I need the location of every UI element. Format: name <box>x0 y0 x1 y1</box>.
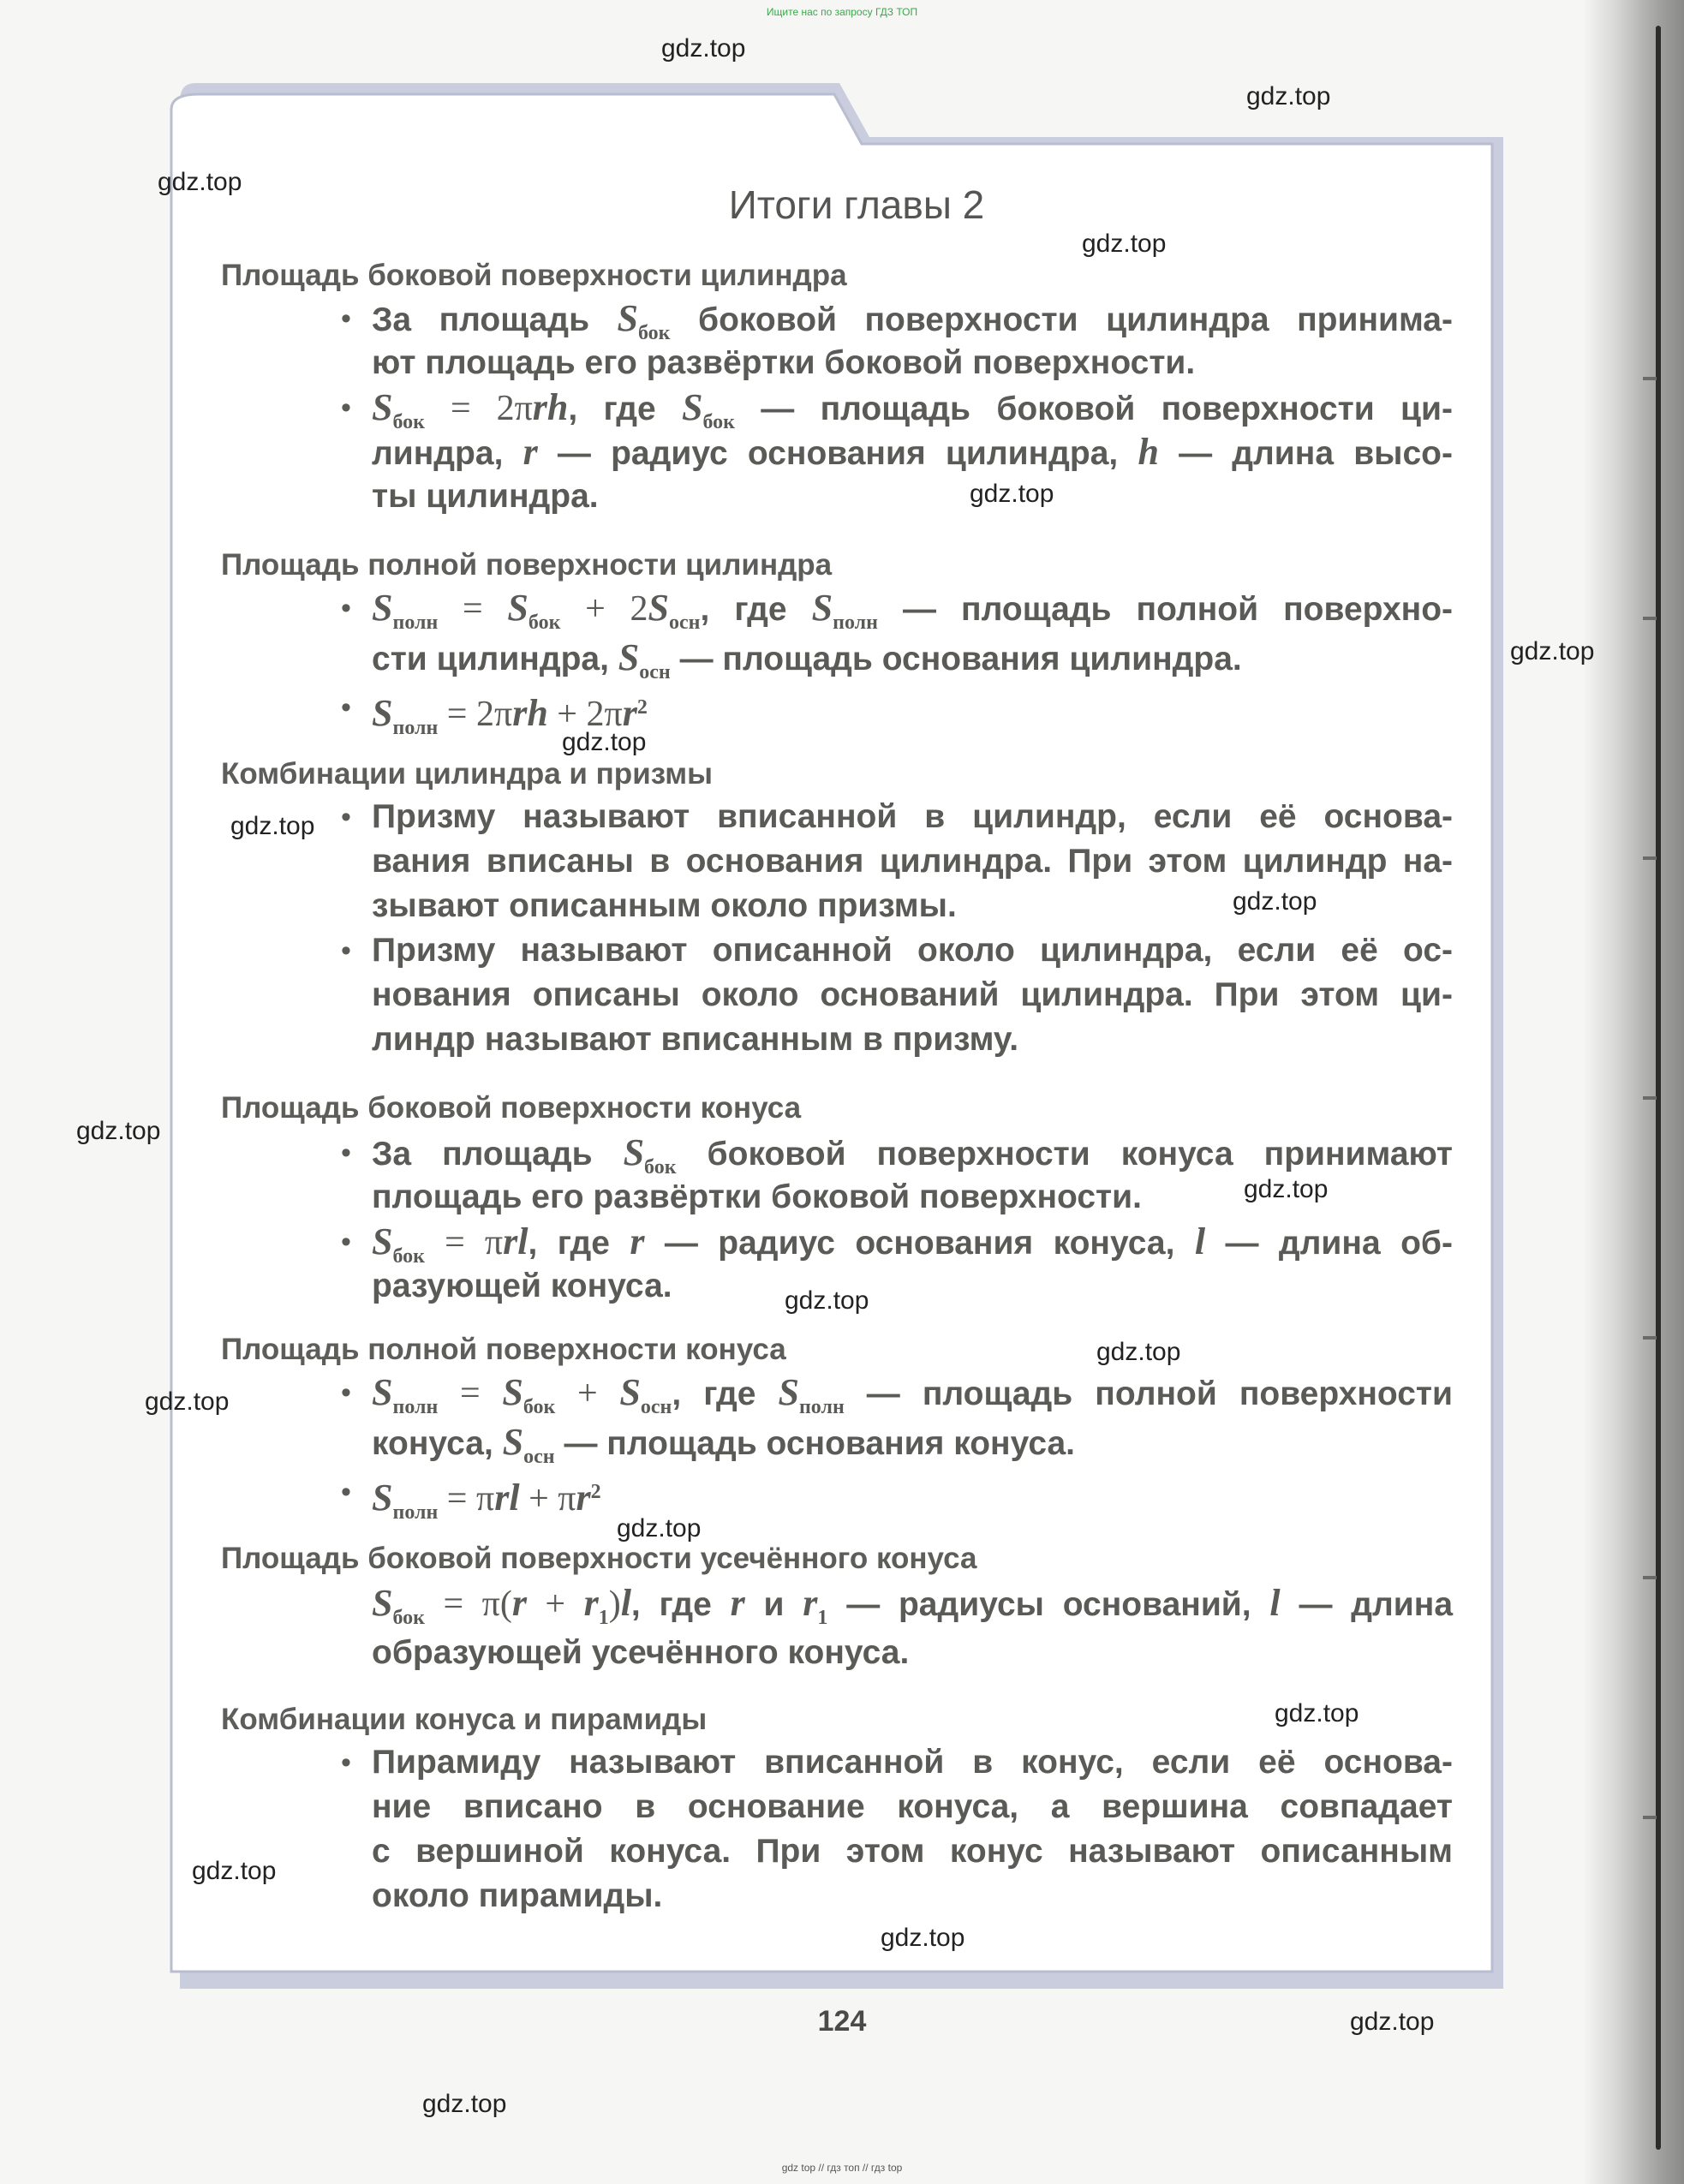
watermark: gdz.top <box>970 480 1054 508</box>
watermark: gdz.top <box>1096 1338 1181 1366</box>
text-line: ют площадь его развёртки боковой поверхности. <box>372 344 1196 381</box>
formula-line: $S_{полн} = S_{бок} + 2S_{осн}$, где $S_{полн}$ — площадь полной поверхно- <box>372 587 1454 634</box>
bullet-icon: • <box>341 691 351 724</box>
text-line: образующей усечённого конуса. <box>372 1634 910 1671</box>
watermark: gdz.top <box>661 34 746 63</box>
text-line: За площадь $S_{бок}$ боковой поверхности цилиндра принима- <box>372 297 1453 344</box>
section-heading: Площадь боковой поверхности конуса <box>221 1091 802 1125</box>
section-heading: Площадь полной поверхности цилиндра <box>221 548 833 582</box>
text-line: около пирамиды. <box>372 1877 663 1914</box>
header-note: Ищите нас по запросу ГДЗ ТОП <box>766 6 918 18</box>
section-heading: Комбинации конуса и пирамиды <box>221 1703 708 1736</box>
watermark: gdz.top <box>1510 637 1595 665</box>
formula-line: $S_{полн} = \pi rl + \pi r^2$ <box>372 1477 601 1524</box>
formula-line: $S_{полн} = 2\pi rh + 2\pi r^2$ <box>372 692 648 739</box>
bullet-icon: • <box>341 391 351 424</box>
text-line: нования описаны около оснований цилиндра. При этом ци- <box>372 976 1453 1013</box>
bullet-icon: • <box>341 592 351 624</box>
text-line: конуса, $S_{осн}$ — площадь основания конуса. <box>372 1421 1076 1468</box>
watermark: gdz.top <box>230 812 315 840</box>
footer-note: gdz top // гдз топ // гдз top <box>781 2162 903 2174</box>
watermark: gdz.top <box>145 1387 230 1416</box>
page-number: 124 <box>817 2005 867 2038</box>
bullet-icon: • <box>341 302 351 335</box>
section-heading: Комбинации цилиндра и призмы <box>221 757 714 791</box>
formula-line: $S_{бок} = \pi(r + r_1)l$, где r и $r_1$ — радиусы оснований, l — длина <box>372 1582 1454 1629</box>
formula-line: $S_{полн} = S_{бок} + S_{осн}$, где $S_{полн}$ — площадь полной поверхности <box>372 1371 1454 1418</box>
watermark: gdz.top <box>422 2090 507 2118</box>
text-line: линдра, r — радиус основания цилиндра, h — длина высо- <box>372 431 1453 473</box>
bullet-icon: • <box>341 1476 351 1508</box>
text-line: сти цилиндра, $S_{осн}$ — площадь основания цилиндра. <box>372 636 1242 683</box>
watermark: gdz.top <box>1246 82 1331 110</box>
watermark: gdz.top <box>562 728 647 756</box>
text-line: зывают описанным около призмы. <box>372 887 957 924</box>
section-heading: Площадь боковой поверхности цилиндра <box>221 259 847 292</box>
watermark: gdz.top <box>785 1286 869 1315</box>
bullet-icon: • <box>341 934 351 967</box>
text-line: разующей конуса. <box>372 1268 672 1304</box>
watermark: gdz.top <box>1244 1175 1329 1203</box>
watermark: gdz.top <box>76 1117 161 1145</box>
text-line: Призму называют описанной около цилиндра, если её ос- <box>372 932 1453 969</box>
text-line: Призму называют вписанной в цилиндр, если её основа- <box>372 798 1453 835</box>
watermark: gdz.top <box>1275 1699 1359 1728</box>
watermark: gdz.top <box>617 1514 702 1543</box>
bullet-icon: • <box>341 1226 351 1258</box>
watermark: gdz.top <box>1082 230 1167 258</box>
watermark: gdz.top <box>1350 2008 1435 2036</box>
bullet-icon: • <box>341 1376 351 1409</box>
watermark: gdz.top <box>881 1924 965 1952</box>
text-line: с вершиной конуса. При этом конус называют описанным <box>372 1833 1453 1870</box>
text-line: ты цилиндра. <box>372 478 599 515</box>
text-line: площадь его развёртки боковой поверхности. <box>372 1179 1142 1215</box>
bullet-icon: • <box>341 1137 351 1169</box>
section-heading: Площадь полной поверхности конуса <box>221 1333 786 1366</box>
bullet-icon: • <box>341 1746 351 1779</box>
bullet-icon: • <box>341 801 351 833</box>
chapter-title: Итоги главы 2 <box>728 182 985 227</box>
formula-line: $S_{бок} = 2\pi rh$, где $S_{бок}$ — площадь боковой поверхности ци- <box>372 386 1453 433</box>
text-line: За площадь $S_{бок}$ боковой поверхности конуса принимают <box>372 1131 1453 1179</box>
watermark: gdz.top <box>192 1857 277 1885</box>
formula-line: $S_{бок} = \pi rl$, где r — радиус основания конуса, l — длина об- <box>372 1220 1453 1268</box>
text-line: Пирамиду называют вписанной в конус, если её основа- <box>372 1744 1453 1781</box>
watermark: gdz.top <box>158 168 242 196</box>
text-line: ние вписано в основание конуса, а вершина совпадает <box>372 1788 1453 1825</box>
watermark: gdz.top <box>1233 887 1317 916</box>
text-line: линдр называют вписанным в призму. <box>372 1021 1019 1058</box>
section-heading: Площадь боковой поверхности усечённого конуса <box>221 1542 977 1575</box>
text-line: вания вписаны в основания цилиндра. При этом цилиндр на- <box>372 843 1453 880</box>
